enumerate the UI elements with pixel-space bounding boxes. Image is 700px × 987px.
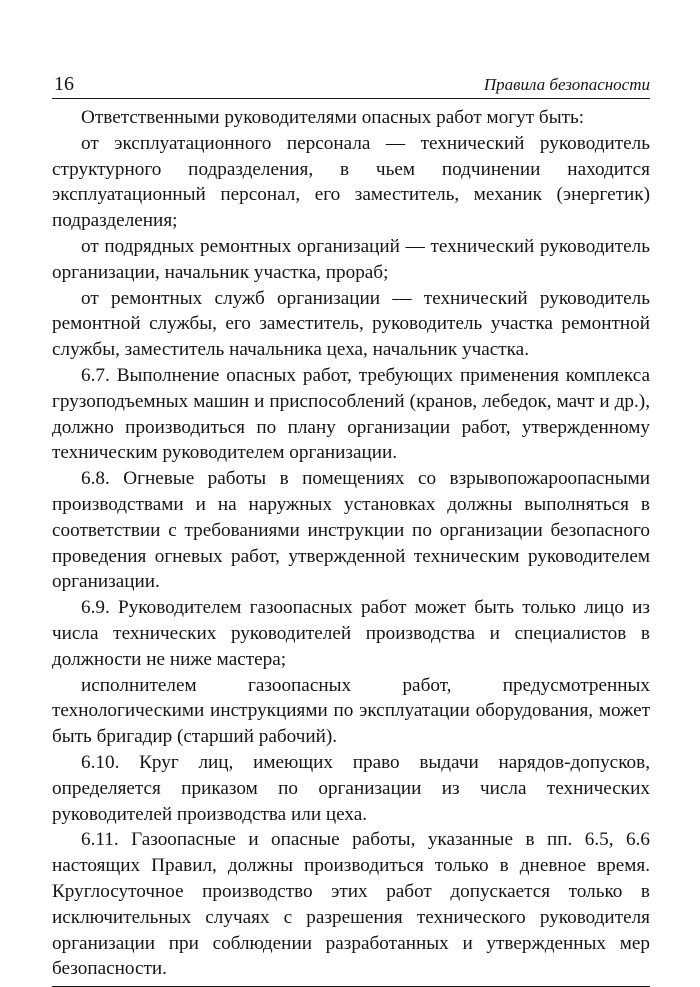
page-number: 16 — [54, 73, 74, 95]
paragraph-6-8: 6.8. Огневые работы в помещениях со взрывопожароопасными производствами и на наружных установках должны выполняться в соответствии с требованиями инструкции по организации безопасного проведения огневых работ, утвержденной техническим руководителем организации. — [52, 468, 650, 593]
running-header — [52, 70, 650, 99]
paragraph-repair-services: от ремонтных служб организации — технический руководитель ремонтной службы, его заместитель, руководитель участка ремонтной службы, заместитель начальника цеха, начальник участка. — [52, 287, 650, 361]
paragraph-6-10: 6.10. Круг лиц, имеющих право выдачи нарядов-допусков, определяется приказом по организации из числа технических руководителей производства или цеха. — [52, 751, 650, 825]
paragraph-contractors: от подрядных ремонтных организаций — технический руководитель организации, начальник участка, прораб; — [52, 235, 650, 283]
running-title: Правила безопасности — [483, 75, 650, 94]
document-page — [52, 70, 650, 987]
paragraph-6-7: 6.7. Выполнение опасных работ, требующих применения комплекса грузоподъемных машин и приспособлений (кранов, лебедок, мачт и др.), должно производиться по плану организации работ, утвержденному техническим руководителем организации. — [52, 364, 650, 464]
body-text — [52, 105, 650, 982]
paragraph-6-9: 6.9. Руководителем газоопасных работ может быть только лицо из числа технических руководителей производства и специалистов в должности не ниже мастера; — [52, 597, 650, 670]
paragraph-operating-staff: от эксплуатационного персонала — технический руководитель структурного подразделения, в чьем подчинении находится эксплуатационный персонал, его заместитель, механик (энергетик) подразделения; — [52, 132, 650, 232]
paragraph-6-9-executor: исполнителем газоопасных работ, предусмотренных технологическими инструкциями по эксплуатации оборудования, может быть бригадир (старший рабочий). — [52, 674, 650, 748]
paragraph-6-11: 6.11. Газоопасные и опасные работы, указанные в пп. 6.5, 6.6 настоящих Правил, должны производиться только в дневное время. Круглосуточное производство этих работ допускается только в исключительных случаях с разрешения технического руководителя организации при соблюдении разработанных и утвержденных мер безопасности. — [52, 829, 650, 980]
paragraph-responsible-heads: Ответственными руководителями опасных работ могут быть: — [81, 107, 585, 128]
